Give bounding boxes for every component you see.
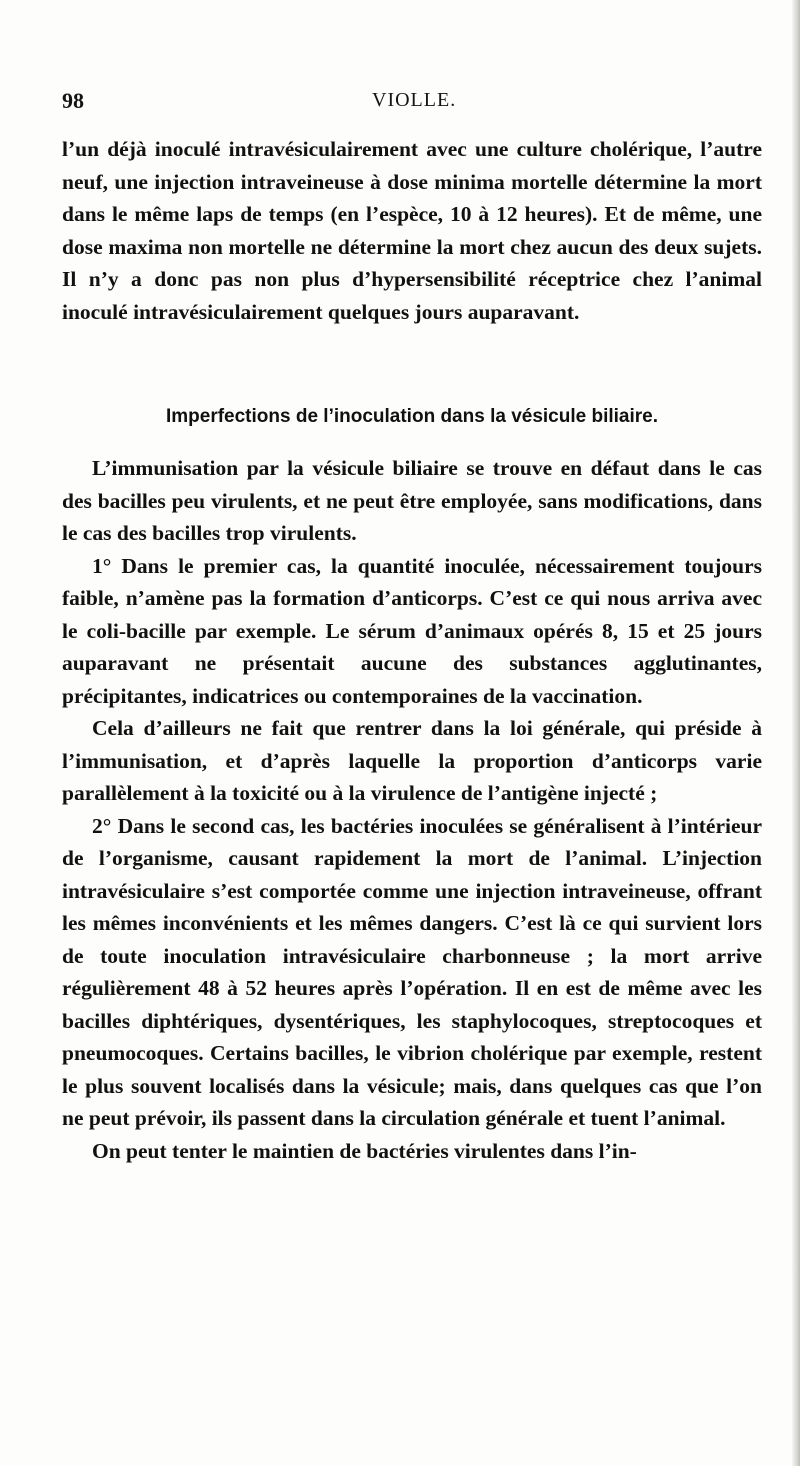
paragraph: 1° Dans le premier cas, la quantité inoculée, nécessairement toujours faible, n’amène pas la formation d’anticorps. C’est ce qui nous arriva avec le coli-bacille par exemple. Le sérum d’animaux opérés 8, 15 et 25 jours auparavant ne présentait aucune des substances agglutinantes, précipitantes, indicatrices ou contemporaines de la vaccination. [62, 553, 762, 708]
page-number: 98 [62, 88, 84, 113]
text-block-main [62, 452, 762, 1167]
page-edge [792, 0, 800, 1466]
paragraph: Cela d’ailleurs ne fait que rentrer dans la loi générale, qui préside à l’immunisation, et d’après laquelle la proportion d’anticorps varie parallèlement à la toxicité ou à la virulence de l’antigène injecté ; [62, 716, 762, 805]
section-heading: Imperfections de l’inoculation dans la vésicule biliaire. [165, 406, 659, 427]
text-block-top [62, 133, 762, 328]
running-head: VIOLLE. [372, 89, 457, 111]
paragraph: 2° Dans le second cas, les bactéries inoculées se généralisent à l’intérieur de l’organisme, causant rapidement la mort de l’animal. L’injection intravésiculaire s’est comportée comme une injection intraveineuse, offrant les mêmes inconvénients et les mêmes dangers. C’est là ce qui survient lors de toute inoculation intravésiculaire charbonneuse ; la mort arrive régulièrement 48 à 52 heures après l’opération. Il en est de même avec les bacilles diphtériques, dysentériques, les staphylocoques, streptocoques et pneumocoques. Certains bacilles, le vibrion cholérique par exemple, restent le plus souvent localisés dans la vésicule; mais, dans quelques cas que l’on ne peut prévoir, ils passent dans la circulation générale et tuent l’animal. [62, 813, 762, 1130]
page-header [62, 88, 762, 118]
paragraph: On peut tenter le maintien de bactéries virulentes dans l’in- [92, 1138, 637, 1163]
paragraph: L’immunisation par la vésicule biliaire se trouve en défaut dans le cas des bacilles peu virulents, et ne peut être employée, sans modifications, dans le cas des bacilles trop virulents. [62, 456, 762, 545]
paragraph: l’un déjà inoculé intravésiculairement avec une culture cholérique, l’autre neuf, une injection intraveineuse à dose minima mortelle détermine la mort dans le même laps de temps (en l’espèce, 10 à 12 heures). Et de même, une dose maxima non mortelle ne détermine la mort chez aucun des deux sujets. Il n’y a donc pas non plus d’hypersensibilité réceptrice chez l’animal inoculé intravésiculairement quelques jours auparavant. [62, 137, 762, 324]
